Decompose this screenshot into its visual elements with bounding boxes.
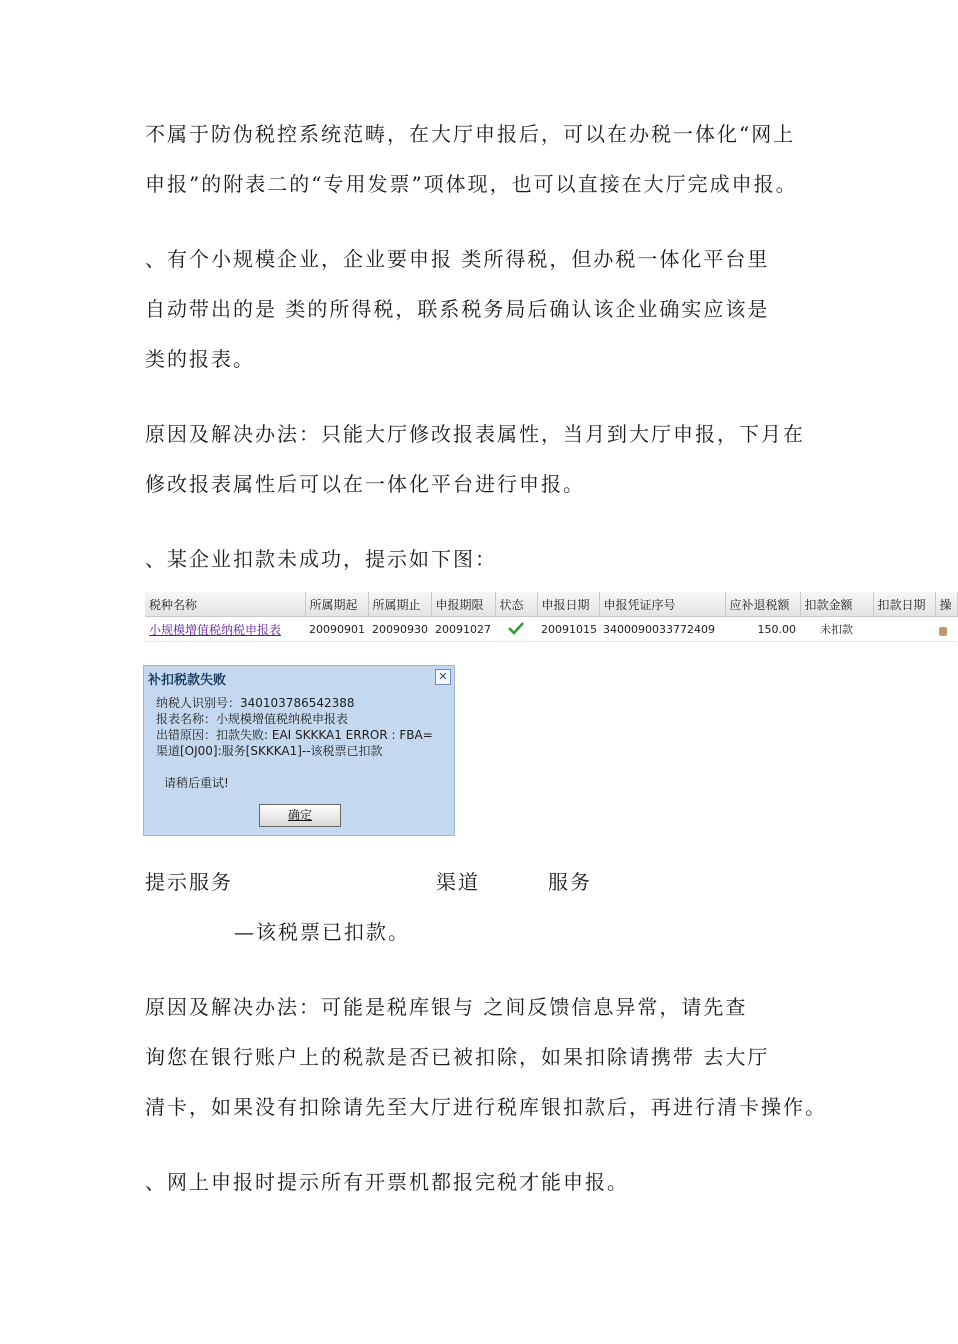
paragraph-line: 修改报表属性后可以在一体化平台进行申报。 [145, 472, 585, 496]
paragraph-line: 申报”的附表二的“专用发票”项体现，也可以直接在大厅完成申报。 [145, 172, 798, 196]
paragraph-line: 、某企业扣款未成功，提示如下图： [145, 547, 497, 571]
paragraph-fragment: 渠道 [436, 870, 480, 894]
action-icon[interactable] [939, 627, 947, 636]
close-icon[interactable]: ✕ [435, 669, 451, 685]
declare-date-cell: 20091015 [537, 617, 599, 642]
period-end-cell: 20090930 [368, 617, 431, 642]
paragraph-line: 清卡，如果没有扣除请先至大厅进行税库银扣款后，再进行清卡操作。 [145, 1095, 827, 1119]
paragraph-line: —该税票已扣款。 [234, 920, 410, 944]
status-cell [495, 617, 537, 642]
deduct-date-cell [873, 617, 935, 642]
column-header: 所属期止 [368, 592, 431, 617]
channel-text: 渠道[OJ00]:服务[SKKKA1]--该税票已扣款 [156, 744, 383, 758]
report-name-link[interactable]: 小规模增值税纳税申报表 [145, 617, 305, 642]
column-header: 扣款金额 [800, 592, 873, 617]
table-row [145, 617, 957, 642]
paragraph-line: 、有个小规模企业，企业要申报 类所得税，但办税一体化平台里 [145, 247, 770, 271]
paragraph-line: 不属于防伪税控系统范畴，在大厅申报后，可以在办税一体化“网上 [145, 122, 796, 146]
column-header: 扣款日期 [873, 592, 935, 617]
paragraph-line: 类的报表。 [145, 347, 255, 371]
period-start-cell: 20090901 [305, 617, 368, 642]
column-header: 申报期限 [431, 592, 495, 617]
error-dialog [143, 665, 455, 836]
error-reason-text: 出错原因：扣款失败: EAI SKKKA1 ERROR : FBA= [156, 728, 433, 742]
paragraph-fragment: 提示服务 [145, 870, 233, 894]
report-name-text: 报表名称：小规模增值税纳税申报表 [156, 712, 349, 726]
ok-button[interactable] [259, 804, 341, 827]
table-header-row [145, 592, 957, 617]
paragraph-line: 原因及解决办法：可能是税库银与 之间反馈信息异常，请先查 [145, 995, 748, 1019]
ok-button-label: 确定 [287, 808, 312, 822]
column-header: 申报日期 [537, 592, 599, 617]
column-header: 税种名称 [145, 592, 305, 617]
paragraph-line: 、网上申报时提示所有开票机都报完税才能申报。 [145, 1170, 629, 1194]
voucher-number-cell: 3400090033772409 [599, 617, 725, 642]
column-header: 状态 [495, 592, 537, 617]
paragraph-line: 原因及解决办法：只能大厅修改报表属性，当月到大厅申报，下月在 [145, 422, 805, 446]
deadline-cell: 20091027 [431, 617, 495, 642]
paragraph-line: 询您在银行账户上的税款是否已被扣除，如果扣除请携带 去大厅 [145, 1045, 770, 1069]
tax-declaration-table [145, 592, 950, 642]
action-cell[interactable] [935, 617, 957, 642]
dialog-title: 补扣税款失败 [148, 673, 227, 688]
paragraph-line: 自动带出的是 类的所得税，联系税务局后确认该企业确实应该是 [145, 297, 770, 321]
check-icon [507, 621, 525, 635]
column-header: 申报凭证序号 [599, 592, 725, 617]
column-header: 所属期起 [305, 592, 368, 617]
paragraph-fragment: 服务 [548, 870, 592, 894]
amount-cell: 150.00 [725, 617, 800, 642]
column-header: 操 [935, 592, 957, 617]
deduct-status-cell: 未扣款 [800, 617, 873, 642]
taxpayer-id-text: 纳税人识别号：340103786542388 [156, 696, 355, 710]
column-header: 应补退税额 [725, 592, 800, 617]
retry-text: 请稍后重试! [164, 776, 229, 790]
